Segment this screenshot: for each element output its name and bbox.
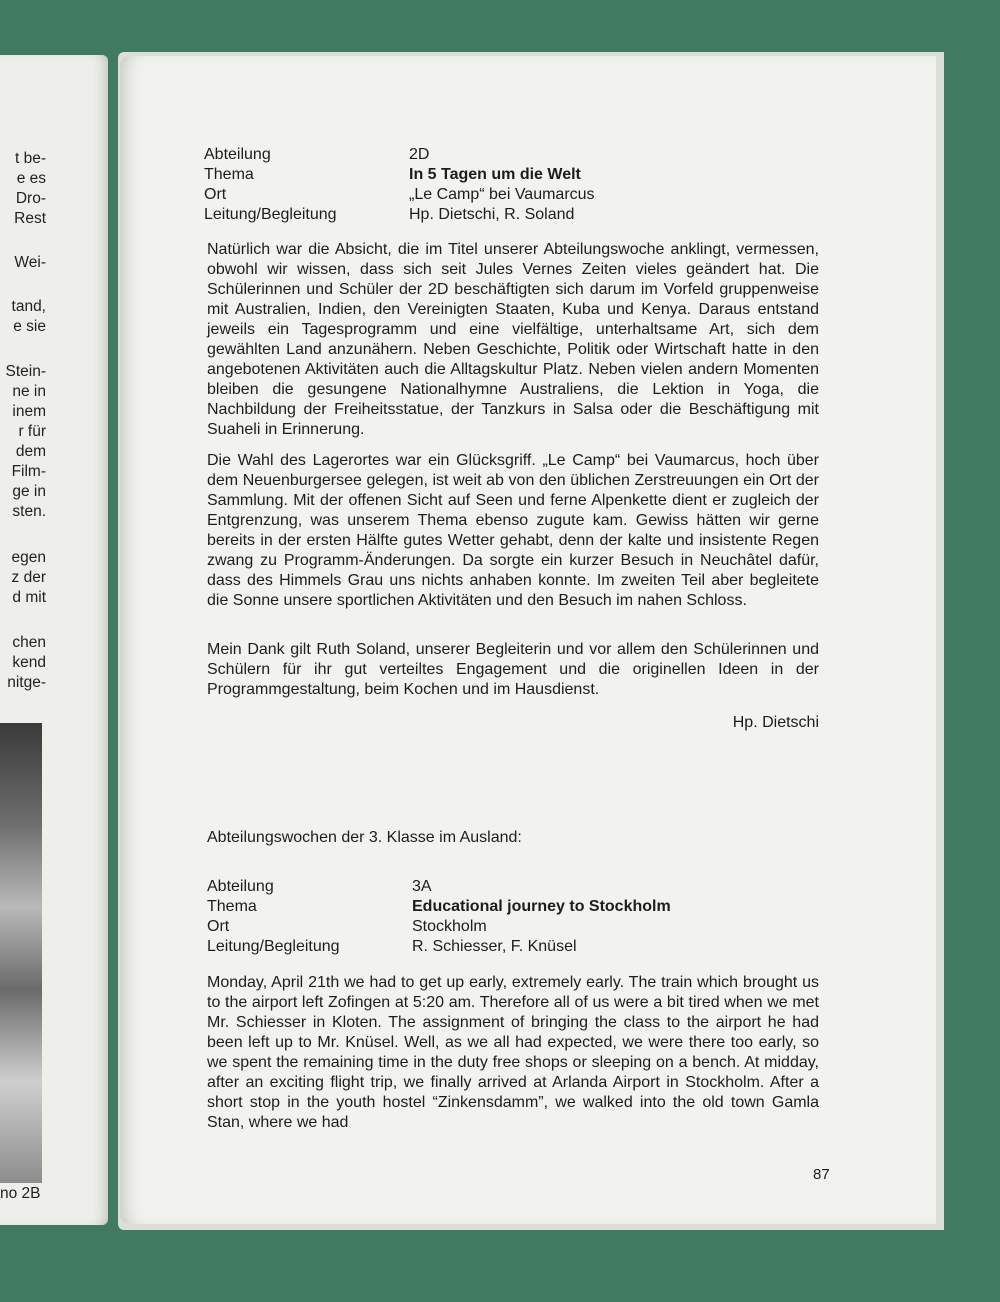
info-label: Ort bbox=[204, 186, 227, 203]
info-value: R. Schiesser, F. Knüsel bbox=[412, 938, 577, 955]
left-text-fragment: t be- bbox=[14, 150, 46, 167]
left-text-fragment: Wei- bbox=[14, 254, 46, 271]
info-value: Stockholm bbox=[412, 918, 487, 935]
left-text-fragment: z der bbox=[11, 569, 46, 586]
paragraph-3: Mein Dank gilt Ruth Soland, unserer Begleiterin und vor allem den Schülerinnen und Schülern für ihr gut verteiltes Engagement und die originellen Ideen in der Programmgestaltung, beim Kochen und im Hausdienst. bbox=[207, 641, 819, 698]
info-label: Ort bbox=[207, 918, 230, 935]
left-text-fragment: Film- bbox=[11, 463, 46, 480]
left-text-fragment: nitge- bbox=[7, 674, 46, 691]
left-text-fragment: egen bbox=[11, 549, 46, 566]
left-text-fragment: e sie bbox=[13, 318, 46, 335]
info-value-topic: Educational journey to Stockholm bbox=[412, 898, 671, 915]
section-heading: Abteilungswochen der 3. Klasse im Ausland: bbox=[207, 829, 522, 846]
info-value: 2D bbox=[409, 146, 430, 163]
left-text-fragment: kend bbox=[12, 654, 46, 671]
info-value: „Le Camp“ bei Vaumarcus bbox=[409, 186, 595, 203]
left-text-fragment: ne in bbox=[12, 383, 46, 400]
signature: Hp. Dietschi bbox=[732, 714, 819, 731]
info-row bbox=[120, 918, 936, 938]
info-label: Abteilung bbox=[207, 878, 274, 895]
left-text-fragment: Stein- bbox=[5, 363, 46, 380]
left-text-fragment: d mit bbox=[12, 589, 46, 606]
info-row bbox=[120, 146, 936, 166]
left-text-fragment: Rest bbox=[14, 210, 46, 227]
info-row bbox=[120, 206, 936, 226]
left-text-fragment: tand, bbox=[11, 298, 46, 315]
info-label: Abteilung bbox=[204, 146, 271, 163]
paragraph-2: Die Wahl des Lagerortes war ein Glücksgriff. „Le Camp“ bei Vaumarcus, hoch über dem Neuenburgersee gelegen, ist weit ab von den üblichen Zerstreuungen ein Ort der Sammlung. Mit der offenen Sicht auf Seen und ferne Alpenkette dient er zugleich der Entgrenzung, was unserem Thema ebenso zugute kam. Gewiss hätten wir gerne bereits in der ersten Hälfte gutes Wetter gehabt, denn der kalte und insistente Regen zwang zu Programm-Änderungen. Da sorgte ein kurzer Besuch in Neuchâtel dafür, dass des Himmels Grau uns nichts anhaben konnte. Im zweiten Teil aber begleitete die Sonne unsere sportlichen Aktivitäten und den Besuch im nahen Schloss. bbox=[207, 452, 819, 609]
info-row bbox=[120, 898, 936, 918]
info-row bbox=[120, 878, 936, 898]
info-label: Leitung/Begleitung bbox=[204, 206, 337, 223]
info-value: Hp. Dietschi, R. Soland bbox=[409, 206, 575, 223]
paragraph-1: Natürlich war die Absicht, die im Titel unserer Abteilungswoche anklingt, vermessen, obwohl wir wissen, dass sich seit Jules Vernes Zeiten vieles geändert hat. Die Schülerinnen und Schüler der 2D beschäftigten sich darum im Vorfeld gruppenweise mit Australien, Indien, den Vereinigten Staaten, Kuba und Kenya. Daraus entstand jeweils ein Tagesprogramm und eine vielfältige, unterhaltsame Art, sich dem gewählten Land anzunähern. Neben Geschichte, Politik oder Wirtschaft hatte in den angebotenen Aktivitäten auch die Alltagskultur Platz. Neben vielen andern Momenten bleiben die gesungene Nationalhymne Australiens, die Lektion in Yoga, die Nachbildung der Freiheitsstatue, der Tanzkurs in Salsa oder die Beschäftigung mit Suaheli in Erinnerung. bbox=[207, 241, 819, 438]
left-text-fragment: r für bbox=[18, 423, 46, 440]
info-row bbox=[120, 186, 936, 206]
left-text-fragment: sten. bbox=[12, 503, 46, 520]
info-row bbox=[120, 166, 936, 186]
info-label: Thema bbox=[204, 166, 254, 183]
info-label: Leitung/Begleitung bbox=[207, 938, 340, 955]
left-text-fragment: Dro- bbox=[15, 190, 46, 207]
left-text-fragment: ge in bbox=[12, 483, 46, 500]
left-text-fragment: inem bbox=[12, 403, 46, 420]
left-text-fragment: dem bbox=[15, 443, 46, 460]
page-number: 87 bbox=[813, 1166, 830, 1183]
info-label: Thema bbox=[207, 898, 257, 915]
info-value: 3A bbox=[412, 878, 432, 895]
left-page bbox=[0, 55, 108, 1225]
photo-caption: no 2B bbox=[0, 1185, 41, 1202]
info-value-topic: In 5 Tagen um die Welt bbox=[409, 166, 581, 183]
paragraph-4: Monday, April 21th we had to get up early, extremely early. The train which brought us to the airport left Zofingen at 5:20 am. Therefore all of us were a bit tired when we met Mr. Schiesser in Kloten. The assignment of bringing the class to the airport he had been left up to Mr. Knüsel. Well, as we all had expected, we were there too early, so we spent the remaining time in the duty free shops or sleeping on a bench. At midday, after an exciting flight trip, we finally arrived at Arlanda Airport in Stockholm. After a short stop in the youth hostel “Zinkensdamm”, we walked into the old town Gamla Stan, where we had bbox=[207, 974, 819, 1131]
photo-fragment bbox=[0, 723, 42, 1183]
info-row bbox=[120, 938, 936, 958]
right-page bbox=[120, 56, 936, 1224]
left-text-fragment: e es bbox=[16, 170, 46, 187]
left-text-fragment: chen bbox=[12, 634, 46, 651]
